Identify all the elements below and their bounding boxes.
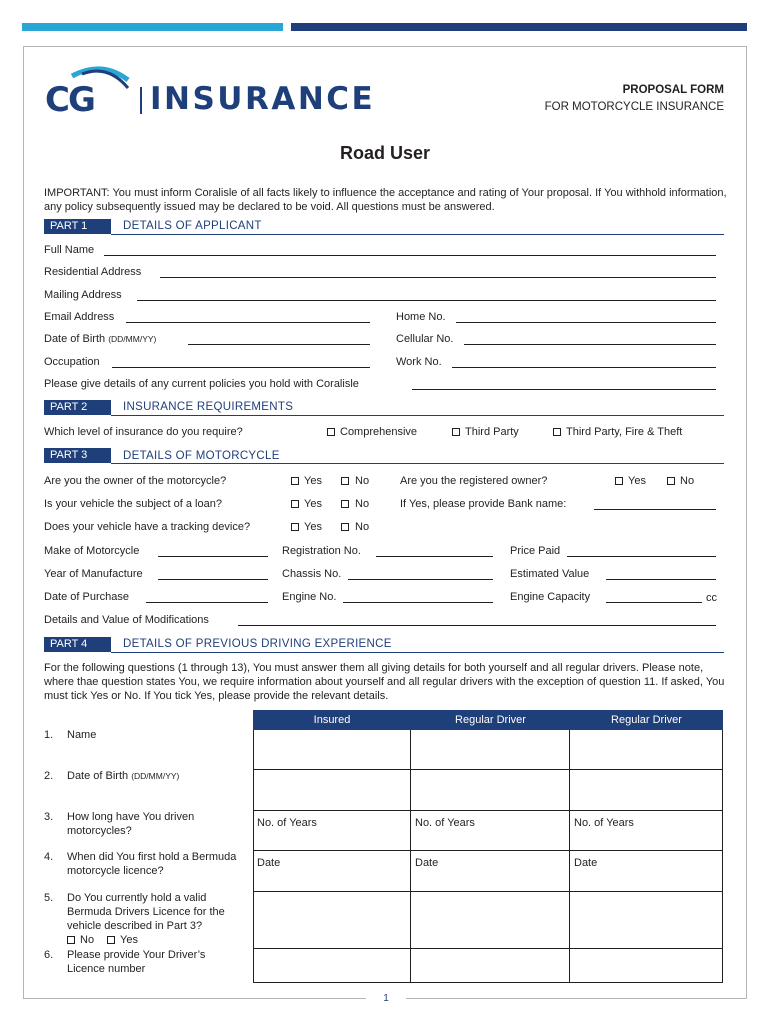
part3-badge: PART 3 [44,448,111,463]
q5-yes-checkbox[interactable] [107,936,115,944]
q5-no-label: No [80,934,95,946]
chassis-label: Chassis No. [282,568,342,580]
estimated-value-field[interactable] [606,579,716,580]
engine-no-field[interactable] [343,602,493,603]
part2-badge: PART 2 [44,400,111,415]
loan-yes-checkbox[interactable] [291,500,299,508]
insurance-level-question: Which level of insurance do you require? [44,426,243,438]
third-party-fire-theft-label: Third Party, Fire & Theft [566,426,683,438]
home-no-label: Home No. [396,311,446,323]
top-accent-bar-dark [291,23,747,31]
col-insured: Insured [313,714,351,726]
owner-no-label: No [355,475,370,487]
part2-title: INSURANCE REQUIREMENTS [123,401,294,413]
q5-yes-label: Yes [120,934,138,946]
current-policies-label: Please give details of any current policies you hold with Coralisle [44,378,359,390]
engine-no-label: Engine No. [282,591,337,603]
q3-driver2-cell[interactable]: No. of Years [570,811,723,851]
cellular-label: Cellular No. [396,333,454,345]
bank-name-field[interactable] [594,509,716,510]
engine-capacity-field[interactable] [606,602,702,603]
registration-field[interactable] [376,556,493,557]
logo-mark: CG [45,80,94,120]
registered-owner-no-label: No [680,475,695,487]
tracking-yes-checkbox[interactable] [291,523,299,531]
col-regular-driver-1: Regular Driver [455,714,526,726]
bank-name-label: If Yes, please provide Bank name: [400,498,567,510]
tracking-yes-label: Yes [304,521,322,533]
top-accent-bar-light [22,23,283,31]
q6-driver1-cell[interactable] [411,949,570,983]
make-label: Make of Motorcycle [44,545,140,557]
email-field[interactable] [126,322,370,323]
loan-no-checkbox[interactable] [341,500,349,508]
third-party-checkbox[interactable] [452,428,460,436]
q6-insured-cell[interactable] [253,949,411,983]
owner-question: Are you the owner of the motorcycle? [44,475,227,487]
full-name-label: Full Name [44,244,95,256]
q1-driver1-cell[interactable] [411,730,570,770]
residential-address-label: Residential Address [44,266,142,278]
mailing-address-label: Mailing Address [44,289,122,301]
full-name-field[interactable] [104,255,716,256]
page-number: 1 [383,993,389,1004]
logo-wordmark: INSURANCE [150,81,376,117]
table-header [253,710,723,730]
loan-question: Is your vehicle the subject of a loan? [44,498,222,510]
q4-driver1-cell[interactable]: Date [411,851,570,892]
current-policies-field[interactable] [412,389,716,390]
q5-insured-cell[interactable] [253,892,411,949]
important-notice: IMPORTANT: You must inform Coralisle of all facts likely to influence the acceptance and rating of Your proposal. If You withhold information, any policy subsequently issued may be declared to be void. All questions must be answered. [44,187,727,213]
tracking-question: Does your vehicle have a tracking device? [44,521,251,533]
modifications-label: Details and Value of Modifications [44,614,209,626]
q3-insured-cell[interactable]: No. of Years [253,811,411,851]
q1-insured-cell[interactable] [253,730,411,770]
q4-insured-cell[interactable]: Date [253,851,411,892]
part4-instructions: For the following questions (1 through 13), You must answer them all giving details for both yourself and all regular drivers. Please note, where thae question states You, we require information about yourself and all regular drivers with the exception of question 11. If asked, You must tick Yes or No. If You tick Yes, please provide the relevant details. [44,662,725,702]
work-no-label: Work No. [396,356,442,368]
cellular-field[interactable] [464,344,716,345]
price-paid-label: Price Paid [510,545,561,557]
cc-unit: cc [706,592,717,604]
q2-driver1-cell[interactable] [411,770,570,811]
registered-owner-yes-checkbox[interactable] [615,477,623,485]
q5-driver2-cell[interactable] [570,892,723,949]
registered-owner-yes-label: Yes [628,475,646,487]
loan-no-label: No [355,498,370,510]
comprehensive-checkbox[interactable] [327,428,335,436]
third-party-fire-theft-checkbox[interactable] [553,428,561,436]
page-title: Road User [339,143,431,163]
registered-owner-no-checkbox[interactable] [667,477,675,485]
loan-yes-label: Yes [304,498,322,510]
chassis-field[interactable] [348,579,493,580]
engine-capacity-label: Engine Capacity [510,591,591,603]
part1-title: DETAILS OF APPLICANT [123,220,262,232]
registration-label: Registration No. [282,545,361,557]
owner-yes-label: Yes [304,475,322,487]
q2-driver2-cell[interactable] [570,770,723,811]
part4-title: DETAILS OF PREVIOUS DRIVING EXPERIENCE [123,638,392,650]
registered-owner-question: Are you the registered owner? [400,475,548,487]
purchase-date-label: Date of Purchase [44,591,129,603]
third-party-label: Third Party [465,426,519,438]
estimated-value-label: Estimated Value [510,568,590,580]
work-no-field[interactable] [452,367,716,368]
q2-insured-cell[interactable] [253,770,411,811]
q5-driver1-cell[interactable] [411,892,570,949]
owner-no-checkbox[interactable] [341,477,349,485]
home-no-field[interactable] [456,322,716,323]
occupation-field[interactable] [112,367,370,368]
year-field[interactable] [158,579,268,580]
email-label: Email Address [44,311,115,323]
part3-title: DETAILS OF MOTORCYCLE [123,450,280,462]
q5-no-checkbox[interactable] [67,936,75,944]
owner-yes-checkbox[interactable] [291,477,299,485]
q3-driver1-cell[interactable]: No. of Years [411,811,570,851]
occupation-label: Occupation [44,356,100,368]
residential-address-field[interactable] [160,277,716,278]
form-title: PROPOSAL FORM FOR MOTORCYCLE INSURANCE [544,84,724,113]
comprehensive-label: Comprehensive [340,426,418,438]
q1-driver2-cell[interactable] [570,730,723,770]
tracking-no-label: No [355,521,370,533]
part4-badge: PART 4 [44,637,111,652]
part1-badge: PART 1 [44,219,111,234]
year-label: Year of Manufacture [44,568,143,580]
make-field[interactable] [158,556,268,557]
modifications-field[interactable] [238,625,716,626]
dob-field[interactable] [188,344,370,345]
col-regular-driver-2: Regular Driver [611,714,682,726]
purchase-date-field[interactable] [146,602,268,603]
cg-insurance-logo [42,62,402,122]
q6-driver2-cell[interactable] [570,949,723,983]
tracking-no-checkbox[interactable] [341,523,349,531]
price-paid-field[interactable] [567,556,716,557]
mailing-address-field[interactable] [137,300,716,301]
dob-label: Date of Birth (DD/MM/YY) [44,333,157,345]
q4-driver2-cell[interactable]: Date [570,851,723,892]
